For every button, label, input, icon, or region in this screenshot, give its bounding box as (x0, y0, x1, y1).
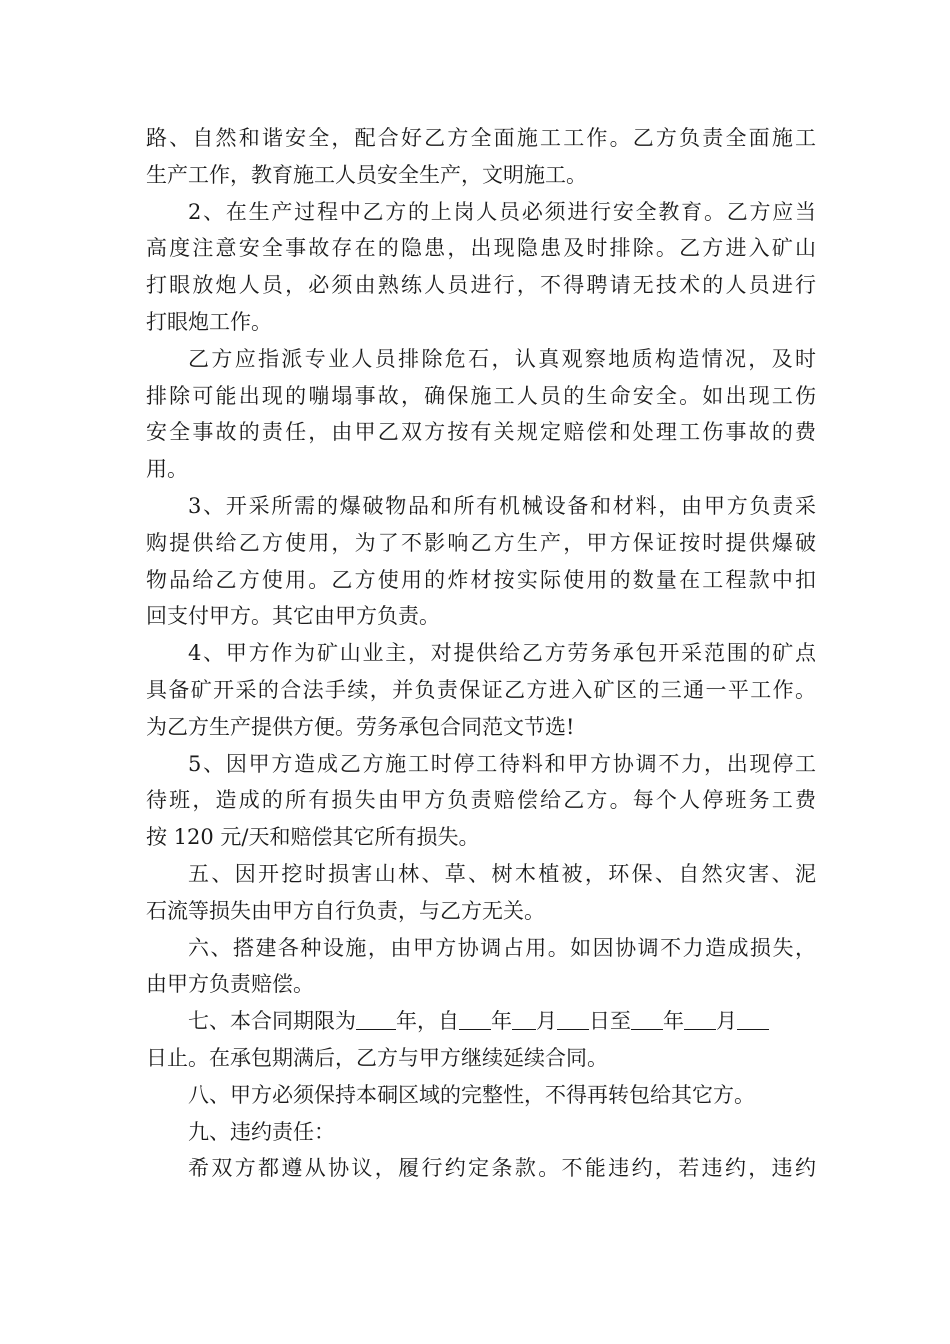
blank-underline (557, 1007, 589, 1030)
text-line: 乙方应指派专业人员排除危石，认真观察地质构造情况，及时 (188, 346, 816, 371)
text-line: 物品给乙方使用。乙方使用的炸材按实际使用的数量在工程款中扣 (146, 567, 816, 592)
text-line: 按 120 元/天和赔偿其它所有损失。 (146, 825, 480, 850)
term-prefix: 七、本合同期限为 (188, 1009, 356, 1034)
text-line: 2、在生产过程中乙方的上岗人员必须进行安全教育。乙方应当 (188, 199, 816, 224)
text-line: 用。 (146, 457, 188, 482)
text-line: 五、因开挖时损害山林、草、树木植被，环保、自然灾害、泥 (188, 861, 816, 886)
text-line: 九、违约责任： (188, 1119, 335, 1144)
term-text: 月 (536, 1009, 557, 1034)
term-text: 年，自 (396, 1009, 459, 1034)
blank-underline (737, 1007, 769, 1030)
blank-underline (512, 1007, 536, 1030)
term-clause-line (146, 1003, 816, 1040)
term-text: 年 (663, 1009, 684, 1034)
text-line: 日止。在承包期满后，乙方与甲方继续延续合同。 (146, 1045, 608, 1070)
blank-underline (684, 1007, 716, 1030)
text-line: 回支付甲方。其它由甲方负责。 (146, 604, 440, 629)
blank-underline (356, 1007, 396, 1030)
text-line: 由甲方负责赔偿。 (146, 972, 314, 997)
text-line: 具备矿开采的合法手续，并负责保证乙方进入矿区的三通一平工作。 (146, 677, 816, 702)
text-line: 5、因甲方造成乙方施工时停工待料和甲方协调不力，出现停工 (188, 751, 816, 776)
text-line: 生产工作，教育施工人员安全生产，文明施工。 (146, 162, 587, 187)
blank-underline (631, 1007, 663, 1030)
text-line: 路、自然和谐安全，配合好乙方全面施工工作。乙方负责全面施工 (146, 126, 816, 150)
term-text: 年 (491, 1009, 512, 1034)
text-line: 4、甲方作为矿山业主，对提供给乙方劳务承包开采范围的矿点 (188, 641, 816, 666)
text-line: 为乙方生产提供方便。劳务承包合同范文节选! (146, 714, 575, 739)
text-line: 八、甲方必须保持本硐区域的完整性，不得再转包给其它方。 (188, 1082, 755, 1107)
text-line: 安全事故的责任，由甲乙双方按有关规定赔偿和处理工伤事故的费 (146, 420, 816, 445)
text-line: 3、开采所需的爆破物品和所有机械设备和材料，由甲方负责采 (188, 493, 816, 518)
text-line: 六、搭建各种设施，由甲方协调占用。如因协调不力造成损失， (188, 935, 816, 960)
document-body (146, 120, 816, 1187)
text-line: 石流等损失由甲方自行负责，与乙方无关。 (146, 898, 545, 923)
blank-underline (459, 1007, 491, 1030)
text-line: 高度注意安全事故存在的隐患，出现隐患及时排除。乙方进入矿山 (146, 236, 816, 261)
term-text: 月 (716, 1009, 737, 1034)
term-text: 日至 (589, 1009, 631, 1034)
text-line: 排除可能出现的嘣塌事故，确保施工人员的生命安全。如出现工伤 (146, 383, 816, 408)
text-line: 打眼炮工作。 (146, 309, 272, 334)
text-line: 待班，造成的所有损失由甲方负责赔偿给乙方。每个人停班务工费 (146, 788, 816, 813)
text-line: 希双方都遵从协议，履行约定条款。不能违约，若违约，违约 (188, 1156, 816, 1181)
text-line: 打眼放炮人员，必须由熟练人员进行，不得聘请无技术的人员进行 (146, 273, 816, 298)
text-line: 购提供给乙方使用，为了不影响乙方生产，甲方保证按时提供爆破 (146, 530, 816, 555)
